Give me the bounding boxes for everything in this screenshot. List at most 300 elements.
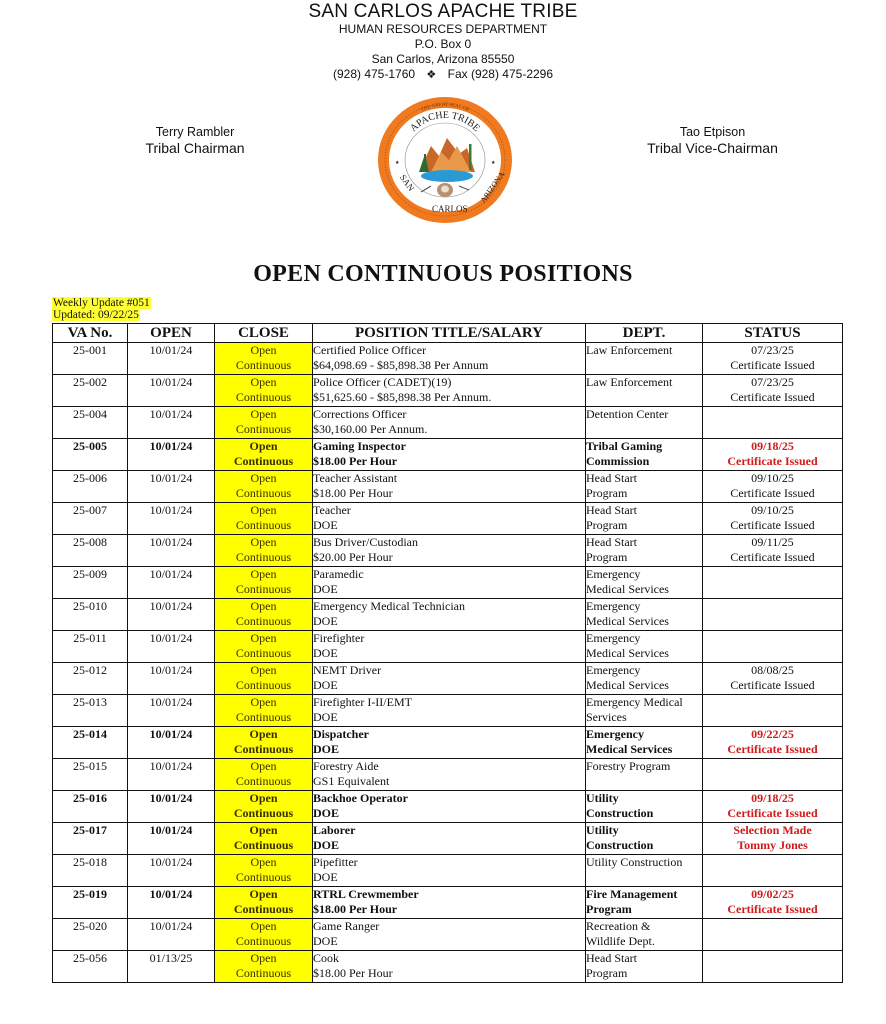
- open-date-cell: 10/01/24: [128, 695, 215, 727]
- contact-line: [0, 67, 886, 83]
- position-salary: DOE: [313, 870, 338, 884]
- diamond-separator-icon: ❖: [426, 69, 437, 81]
- status-cell: [703, 599, 843, 631]
- table-row: [53, 407, 843, 439]
- close-cell: [215, 503, 313, 535]
- status-cell: [703, 567, 843, 599]
- table-row: [53, 535, 843, 567]
- open-date-cell: 10/01/24: [128, 791, 215, 823]
- dept-line-1: Utility: [586, 791, 619, 805]
- dept-line-1: Emergency: [586, 631, 641, 645]
- position-title: Paramedic: [313, 567, 364, 581]
- status-cell: [703, 343, 843, 375]
- position-cell: [313, 375, 586, 407]
- dept-line-1: Utility: [586, 823, 619, 837]
- dept-line-1: Utility Construction: [586, 855, 683, 869]
- table-row: [53, 471, 843, 503]
- svg-text:APACHE TRIBE: APACHE TRIBE: [408, 109, 482, 135]
- dept-line-2: Medical Services: [586, 582, 669, 596]
- status-cell: [703, 471, 843, 503]
- close-cell: [215, 631, 313, 663]
- table-row: [53, 759, 843, 791]
- close-line-2: Continuous: [235, 870, 292, 884]
- status-line-2: Tommy Jones: [737, 838, 808, 852]
- position-title: Dispatcher: [313, 727, 369, 741]
- dept-cell: [586, 951, 703, 983]
- dept-line-2: Medical Services: [586, 742, 673, 756]
- dept-cell: [586, 631, 703, 663]
- table-body: [53, 343, 843, 983]
- close-line-2: Continuous: [233, 742, 294, 756]
- va-number-cell: 25-010: [53, 599, 128, 631]
- open-date-cell: 01/13/25: [128, 951, 215, 983]
- close-line-2: Continuous: [233, 838, 294, 852]
- dept-cell: [586, 599, 703, 631]
- status-line-1: 09/10/25: [751, 503, 794, 517]
- open-date-cell: 10/01/24: [128, 759, 215, 791]
- status-cell: [703, 503, 843, 535]
- position-salary: $18.00 Per Hour: [313, 454, 398, 468]
- status-line-2: Certificate Issued: [730, 518, 815, 532]
- dept-line-2: Medical Services: [586, 678, 669, 692]
- dept-line-2: Construction: [586, 806, 654, 820]
- position-salary: $30,160.00 Per Annum.: [313, 422, 428, 436]
- address-line-1: P.O. Box 0: [414, 37, 472, 51]
- position-salary: DOE: [313, 678, 338, 692]
- position-title: Backhoe Operator: [313, 791, 408, 805]
- close-line-1: Open: [250, 375, 277, 389]
- position-cell: [313, 407, 586, 439]
- table-row: [53, 951, 843, 983]
- dept-cell: [586, 759, 703, 791]
- close-line-1: Open: [250, 855, 277, 869]
- column-header-dept: DEPT.: [586, 324, 703, 343]
- status-line-1: 09/22/25: [751, 727, 794, 741]
- status-line-2: Certificate Issued: [727, 454, 818, 468]
- close-cell: [215, 535, 313, 567]
- status-cell: [703, 791, 843, 823]
- position-title: Bus Driver/Custodian: [313, 535, 418, 549]
- close-line-1: Open: [250, 695, 277, 709]
- va-number-cell: 25-016: [53, 791, 128, 823]
- position-salary: DOE: [313, 806, 340, 820]
- dept-line-2: Wildlife Dept.: [586, 934, 655, 948]
- status-cell: [703, 887, 843, 919]
- position-salary: DOE: [313, 582, 338, 596]
- dept-line-2: Program: [586, 902, 632, 916]
- position-salary: DOE: [313, 742, 340, 756]
- va-number-cell: 25-015: [53, 759, 128, 791]
- position-cell: [313, 919, 586, 951]
- column-header-status: STATUS: [703, 324, 843, 343]
- dept-cell: [586, 791, 703, 823]
- close-cell: [215, 375, 313, 407]
- close-line-2: Continuous: [235, 550, 292, 564]
- va-number-cell: 25-019: [53, 887, 128, 919]
- close-cell: [215, 855, 313, 887]
- dept-line-1: Emergency: [586, 727, 644, 741]
- va-number-cell: 25-002: [53, 375, 128, 407]
- dept-line-1: Detention Center: [586, 407, 669, 421]
- close-line-1: Open: [249, 727, 278, 741]
- dept-line-1: Emergency: [586, 599, 641, 613]
- close-line-2: Continuous: [235, 486, 292, 500]
- va-number-cell: 25-009: [53, 567, 128, 599]
- close-cell: [215, 919, 313, 951]
- position-title: Teacher: [313, 503, 351, 517]
- va-number-cell: 25-017: [53, 823, 128, 855]
- dept-cell: [586, 471, 703, 503]
- dept-cell: [586, 407, 703, 439]
- status-cell: [703, 823, 843, 855]
- close-line-1: Open: [250, 631, 277, 645]
- dept-cell: [586, 855, 703, 887]
- status-line-2: Certificate Issued: [730, 486, 815, 500]
- va-number-cell: 25-011: [53, 631, 128, 663]
- close-line-2: Continuous: [235, 614, 292, 628]
- dept-line-2: Construction: [586, 838, 654, 852]
- status-line-1: 09/10/25: [751, 471, 794, 485]
- position-title: Cook: [313, 951, 340, 965]
- positions-table: [52, 323, 843, 983]
- close-line-2: Continuous: [233, 902, 294, 916]
- dept-line-1: Forestry Program: [586, 759, 671, 773]
- close-cell: [215, 887, 313, 919]
- status-cell: [703, 695, 843, 727]
- position-salary: $20.00 Per Hour: [313, 550, 393, 564]
- position-title: Teacher Assistant: [313, 471, 398, 485]
- fax-number: Fax (928) 475-2296: [447, 67, 554, 81]
- status-line-1: 09/11/25: [751, 535, 794, 549]
- close-cell: [215, 727, 313, 759]
- va-number-cell: 25-001: [53, 343, 128, 375]
- position-cell: [313, 951, 586, 983]
- close-cell: [215, 471, 313, 503]
- va-number-cell: 25-056: [53, 951, 128, 983]
- open-date-cell: 10/01/24: [128, 663, 215, 695]
- dept-line-2: Program: [586, 486, 628, 500]
- dept-line-1: Law Enforcement: [586, 343, 673, 357]
- open-date-cell: 10/01/24: [128, 407, 215, 439]
- position-salary: $64,098.69 - $85,898.38 Per Annum: [313, 358, 489, 372]
- open-date-cell: 10/01/24: [128, 503, 215, 535]
- position-cell: [313, 663, 586, 695]
- close-line-1: Open: [250, 343, 277, 357]
- dept-cell: [586, 567, 703, 599]
- close-line-2: Continuous: [233, 454, 294, 468]
- dept-cell: [586, 919, 703, 951]
- position-cell: [313, 567, 586, 599]
- open-date-cell: 10/01/24: [128, 823, 215, 855]
- table-header-row: [53, 324, 843, 343]
- position-cell: [313, 855, 586, 887]
- svg-text:★: ★: [491, 161, 496, 166]
- dept-cell: [586, 887, 703, 919]
- table-row: [53, 343, 843, 375]
- open-date-cell: 10/01/24: [128, 535, 215, 567]
- dept-cell: [586, 503, 703, 535]
- position-salary: DOE: [313, 710, 338, 724]
- close-line-2: Continuous: [233, 806, 294, 820]
- position-salary: DOE: [313, 934, 338, 948]
- close-line-1: Open: [249, 823, 278, 837]
- updated-date-label: Updated: 09/22/25: [53, 309, 139, 321]
- status-line-2: Certificate Issued: [730, 550, 815, 564]
- open-date-cell: 10/01/24: [128, 567, 215, 599]
- close-line-1: Open: [249, 791, 278, 805]
- dept-line-1: Recreation &: [586, 919, 651, 933]
- close-line-2: Continuous: [235, 358, 292, 372]
- status-cell: [703, 375, 843, 407]
- dept-cell: [586, 663, 703, 695]
- column-header-position: POSITION TITLE/SALARY: [313, 324, 586, 343]
- vice-chairman-name: Tao Etpison: [679, 125, 746, 139]
- position-cell: [313, 695, 586, 727]
- table-row: [53, 375, 843, 407]
- dept-cell: [586, 695, 703, 727]
- dept-line-2: Medical Services: [586, 614, 669, 628]
- status-line-2: Certificate Issued: [727, 742, 818, 756]
- status-cell: [703, 535, 843, 567]
- dept-line-2: Program: [586, 550, 628, 564]
- dept-cell: [586, 439, 703, 471]
- table-row: [53, 695, 843, 727]
- table-row: [53, 823, 843, 855]
- dept-line-1: Head Start: [586, 503, 637, 517]
- va-number-cell: 25-007: [53, 503, 128, 535]
- close-line-1: Open: [250, 919, 277, 933]
- close-line-2: Continuous: [235, 934, 292, 948]
- close-cell: [215, 439, 313, 471]
- table-row: [53, 727, 843, 759]
- status-line-2: Certificate Issued: [730, 358, 815, 372]
- table-row: [53, 599, 843, 631]
- tribal-seal-logo: [375, 94, 515, 226]
- svg-text:SAN: SAN: [397, 172, 417, 193]
- close-line-1: Open: [250, 535, 277, 549]
- status-cell: [703, 439, 843, 471]
- open-date-cell: 10/01/24: [128, 919, 215, 951]
- open-date-cell: 10/01/24: [128, 727, 215, 759]
- status-cell: [703, 759, 843, 791]
- close-line-2: Continuous: [235, 710, 292, 724]
- close-cell: [215, 567, 313, 599]
- position-title: NEMT Driver: [313, 663, 382, 677]
- position-cell: [313, 439, 586, 471]
- close-line-1: Open: [250, 951, 277, 965]
- position-salary: DOE: [313, 646, 338, 660]
- open-date-cell: 10/01/24: [128, 375, 215, 407]
- dept-line-2: Program: [586, 966, 628, 980]
- status-line-2: Certificate Issued: [730, 390, 815, 404]
- close-cell: [215, 695, 313, 727]
- position-cell: [313, 887, 586, 919]
- status-line-1: Selection Made: [733, 823, 812, 837]
- position-salary: DOE: [313, 614, 338, 628]
- position-salary: DOE: [313, 838, 340, 852]
- close-cell: [215, 407, 313, 439]
- status-cell: [703, 631, 843, 663]
- position-title: Emergency Medical Technician: [313, 599, 465, 613]
- status-line-2: Certificate Issued: [727, 806, 818, 820]
- dept-line-2: Commission: [586, 454, 650, 468]
- position-cell: [313, 471, 586, 503]
- position-title: Forestry Aide: [313, 759, 379, 773]
- position-title: Certified Police Officer: [313, 343, 427, 357]
- department-name: HUMAN RESOURCES DEPARTMENT: [338, 22, 548, 36]
- open-date-cell: 10/01/24: [128, 855, 215, 887]
- position-cell: [313, 535, 586, 567]
- close-cell: [215, 343, 313, 375]
- close-line-1: Open: [250, 599, 277, 613]
- position-salary: DOE: [313, 518, 338, 532]
- seal-icon: [375, 94, 515, 226]
- position-cell: [313, 823, 586, 855]
- update-info: [52, 297, 151, 321]
- dept-line-1: Head Start: [586, 471, 637, 485]
- position-cell: [313, 791, 586, 823]
- va-number-cell: 25-006: [53, 471, 128, 503]
- status-line-1: 09/18/25: [751, 791, 794, 805]
- va-number-cell: 25-012: [53, 663, 128, 695]
- position-cell: [313, 727, 586, 759]
- dept-line-1: Emergency Medical: [586, 695, 683, 709]
- close-cell: [215, 823, 313, 855]
- close-line-1: Open: [249, 439, 278, 453]
- position-salary: $18.00 Per Hour: [313, 902, 398, 916]
- close-line-2: Continuous: [235, 678, 292, 692]
- dept-line-2: Services: [586, 710, 627, 724]
- org-name: SAN CARLOS APACHE TRIBE: [308, 1, 578, 22]
- position-cell: [313, 343, 586, 375]
- position-cell: [313, 599, 586, 631]
- close-line-2: Continuous: [235, 646, 292, 660]
- va-number-cell: 25-008: [53, 535, 128, 567]
- dept-cell: [586, 375, 703, 407]
- position-title: Police Officer (CADET)(19): [313, 375, 452, 389]
- position-title: Laborer: [313, 823, 356, 837]
- status-cell: [703, 919, 843, 951]
- vice-chairman-block: [625, 124, 800, 157]
- status-line-2: Certificate Issued: [730, 678, 815, 692]
- va-number-cell: 25-013: [53, 695, 128, 727]
- table-row: [53, 663, 843, 695]
- table-row: [53, 887, 843, 919]
- status-line-1: 08/08/25: [751, 663, 794, 677]
- open-date-cell: 10/01/24: [128, 439, 215, 471]
- status-cell: [703, 855, 843, 887]
- dept-cell: [586, 823, 703, 855]
- position-title: Firefighter I-II/EMT: [313, 695, 412, 709]
- dept-line-2: Medical Services: [586, 646, 669, 660]
- table-row: [53, 791, 843, 823]
- status-cell: [703, 951, 843, 983]
- table-row: [53, 567, 843, 599]
- close-line-2: Continuous: [235, 966, 292, 980]
- close-line-2: Continuous: [235, 774, 292, 788]
- dept-cell: [586, 343, 703, 375]
- position-title: Pipefitter: [313, 855, 358, 869]
- dept-line-1: Fire Management: [586, 887, 678, 901]
- close-line-1: Open: [250, 503, 277, 517]
- position-title: Corrections Officer: [313, 407, 407, 421]
- close-cell: [215, 759, 313, 791]
- position-cell: [313, 759, 586, 791]
- position-title: Gaming Inspector: [313, 439, 406, 453]
- address-line-2: San Carlos, Arizona 85550: [371, 52, 515, 66]
- dept-line-1: Head Start: [586, 535, 637, 549]
- va-number-cell: 25-004: [53, 407, 128, 439]
- position-salary: $51,625.60 - $85,898.38 Per Annum.: [313, 390, 492, 404]
- close-line-1: Open: [250, 471, 277, 485]
- table-row: [53, 439, 843, 471]
- dept-line-1: Law Enforcement: [586, 375, 673, 389]
- close-line-2: Continuous: [235, 390, 292, 404]
- close-line-2: Continuous: [235, 422, 292, 436]
- dept-cell: [586, 535, 703, 567]
- table-row: [53, 503, 843, 535]
- dept-line-1: Head Start: [586, 951, 637, 965]
- position-title: RTRL Crewmember: [313, 887, 419, 901]
- position-salary: $18.00 Per Hour: [313, 486, 393, 500]
- status-cell: [703, 727, 843, 759]
- dept-line-1: Emergency: [586, 663, 641, 677]
- status-line-2: Certificate Issued: [727, 902, 818, 916]
- table-row: [53, 919, 843, 951]
- close-cell: [215, 951, 313, 983]
- position-salary: GS1 Equivalent: [313, 774, 390, 788]
- status-line-1: 09/02/25: [751, 887, 794, 901]
- dept-cell: [586, 727, 703, 759]
- column-header-open: OPEN: [128, 324, 215, 343]
- chairman-block: [110, 124, 280, 157]
- dept-line-2: Program: [586, 518, 628, 532]
- close-line-2: Continuous: [235, 582, 292, 596]
- status-cell: [703, 407, 843, 439]
- open-date-cell: 10/01/24: [128, 471, 215, 503]
- status-line-1: 09/18/25: [751, 439, 794, 453]
- table-row: [53, 855, 843, 887]
- svg-text:THE GREAT SEAL OF: THE GREAT SEAL OF: [420, 102, 470, 114]
- chairman-title: Tribal Chairman: [145, 140, 245, 156]
- va-number-cell: 25-005: [53, 439, 128, 471]
- svg-text:CARLOS: CARLOS: [432, 204, 468, 214]
- page-title: OPEN CONTINUOUS POSITIONS: [253, 261, 633, 287]
- column-header-va-no: VA No.: [53, 324, 128, 343]
- svg-text:ARIZONA: ARIZONA: [478, 169, 507, 205]
- status-cell: [703, 663, 843, 695]
- position-cell: [313, 503, 586, 535]
- dept-line-1: Tribal Gaming: [586, 439, 663, 453]
- close-line-1: Open: [250, 663, 277, 677]
- position-salary: $18.00 Per Hour: [313, 966, 393, 980]
- table-row: [53, 631, 843, 663]
- open-date-cell: 10/01/24: [128, 599, 215, 631]
- weekly-update-label: Weekly Update #051: [53, 297, 150, 309]
- open-date-cell: 10/01/24: [128, 343, 215, 375]
- svg-text:★: ★: [395, 161, 400, 166]
- open-date-cell: 10/01/24: [128, 631, 215, 663]
- column-header-close: CLOSE: [215, 324, 313, 343]
- close-line-1: Open: [249, 887, 278, 901]
- va-number-cell: 25-014: [53, 727, 128, 759]
- chairman-name: Terry Rambler: [155, 125, 235, 139]
- status-line-1: 07/23/25: [751, 375, 794, 389]
- close-line-1: Open: [250, 759, 277, 773]
- close-cell: [215, 599, 313, 631]
- close-cell: [215, 663, 313, 695]
- open-date-cell: 10/01/24: [128, 887, 215, 919]
